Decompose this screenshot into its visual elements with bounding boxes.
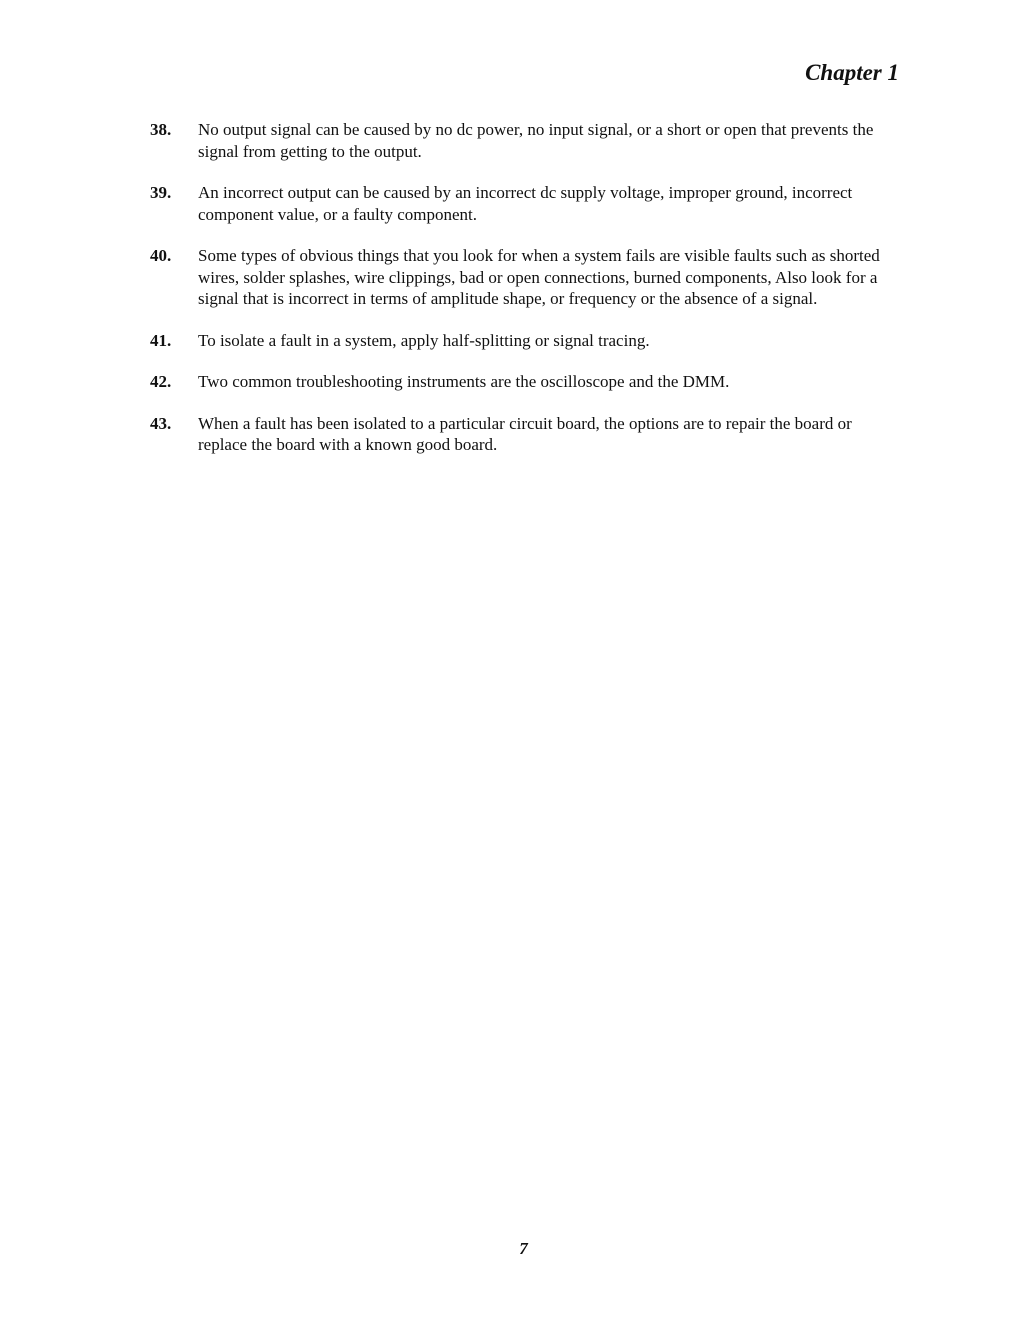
- answer-item-40: [150, 245, 902, 310]
- page-number: 7: [519, 1239, 528, 1258]
- answer-item-38: [150, 119, 902, 162]
- answer-number: 42.: [150, 372, 172, 391]
- chapter-heading: Chapter 1: [805, 60, 899, 85]
- answer-text: Two common troubleshooting instruments are the oscilloscope and the DMM.: [198, 372, 730, 391]
- answer-number: 41.: [150, 330, 172, 350]
- answer-number: 40.: [150, 246, 172, 265]
- answer-text: An incorrect output can be caused by an incorrect dc supply voltage, improper ground, incorrect component value, or a faulty component.: [198, 183, 853, 224]
- answer-number: 43.: [150, 413, 172, 433]
- answer-item-42: [150, 371, 902, 393]
- answer-item-43: [150, 413, 902, 456]
- answer-text: When a fault has been isolated to a particular circuit board, the options are to repair the board or replace the board with a known good board.: [198, 413, 852, 454]
- answer-item-39: [150, 182, 902, 225]
- answer-item-41: [150, 330, 902, 352]
- answer-text: Some types of obvious things that you look for when a system fails are visible faults such as shorted wires, solder splashes, wire clippings, bad or open connections, burned components, Also look for a signal that is incorrect in terms of amplitude shape, or frequency or the absence of a signal.: [198, 246, 880, 308]
- answer-number: 38.: [150, 120, 172, 139]
- answer-text: No output signal can be caused by no dc power, no input signal, or a short or open that prevents the signal from getting to the output.: [198, 120, 874, 161]
- answer-number: 39.: [150, 183, 172, 202]
- answer-list: [150, 119, 902, 476]
- answer-text: To isolate a fault in a system, apply half-splitting or signal tracing.: [198, 330, 650, 350]
